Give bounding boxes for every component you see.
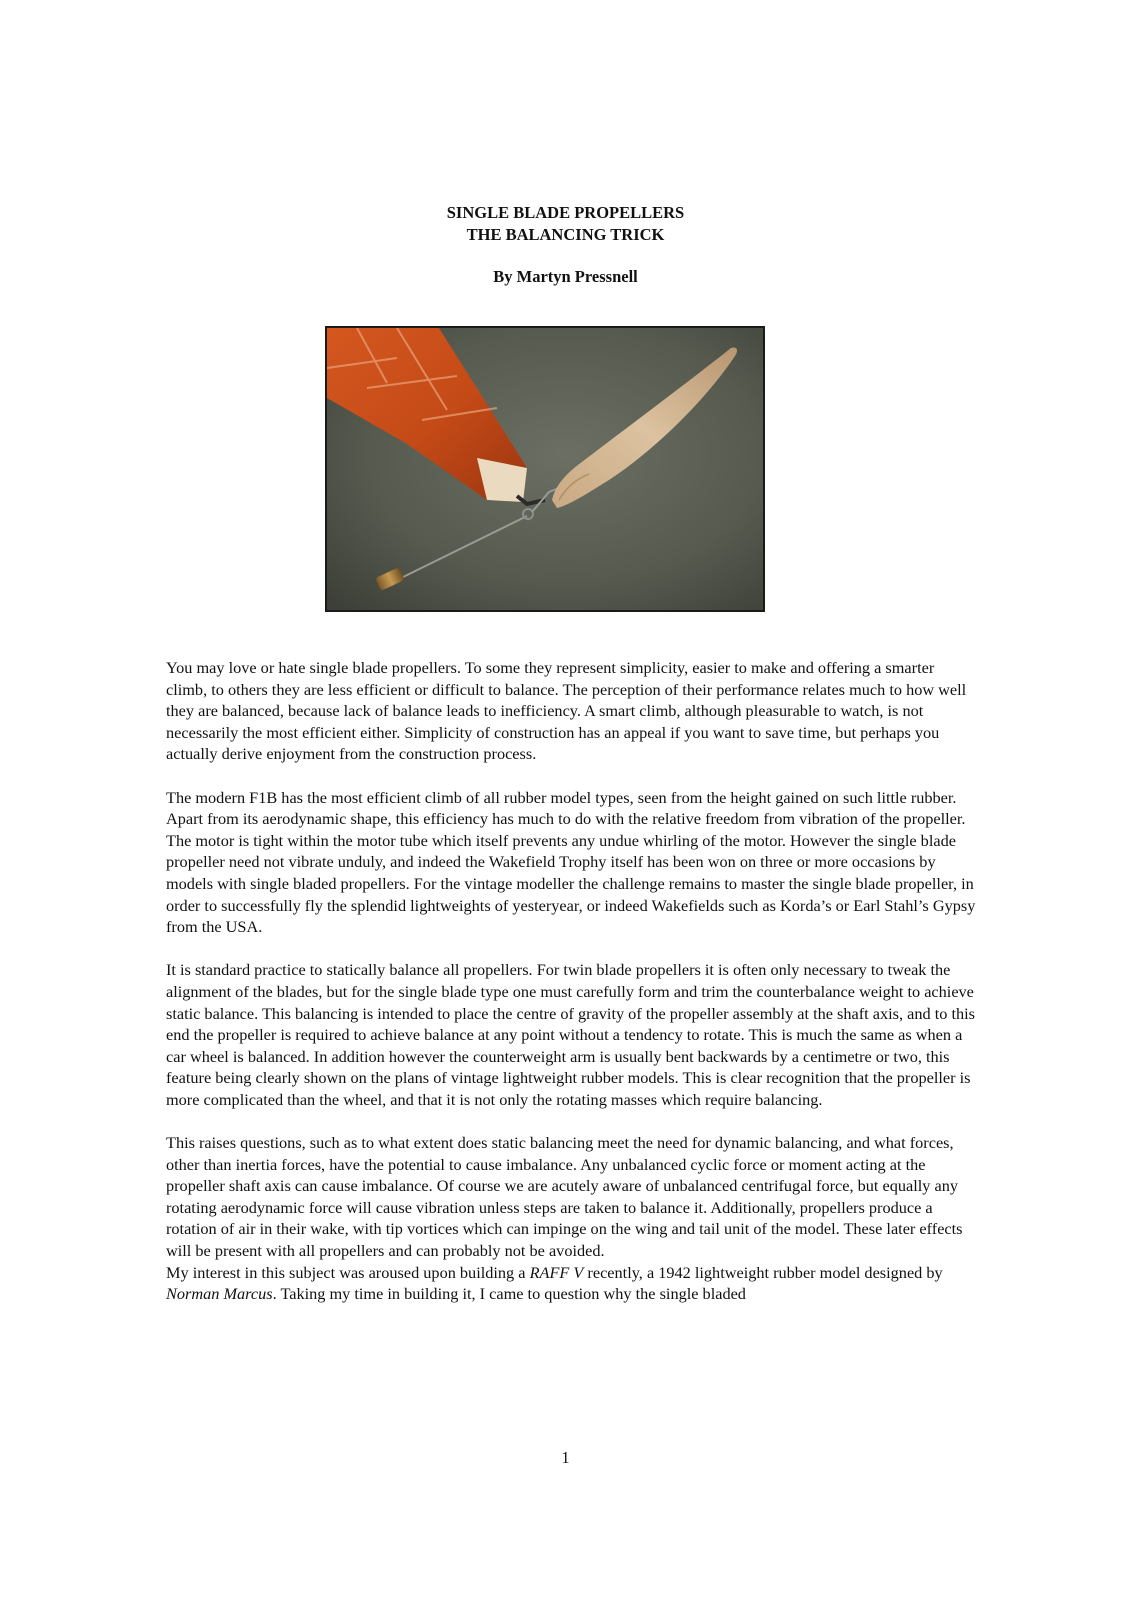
paragraph-5-part-2: recently, a 1942 lightweight rubber model designed by xyxy=(583,1262,943,1282)
title-line-1: SINGLE BLADE PROPELLERS xyxy=(446,203,685,222)
paragraph-5 xyxy=(166,1262,976,1305)
paragraph-3: It is standard practice to statically balance all propellers. For twin blade propellers it is often only necessary to tweak the alignment of the blades, but for the single blade type one must carefully form and trim the counterbalance weight to achieve static balance. This balancing is intended to place the centre of gravity of the propeller assembly at the shaft axis, and to this end the propeller is required to achieve balance at any point without a tendency to rotate. This is much the same as when a car wheel is balanced. In addition however the counterweight arm is usually bent backwards by a centimetre or two, this feature being clearly shown on the plans of vintage lightweight rubber models. This is clear recognition that the propeller is more complicated than the wheel, and that it is not only the rotating masses which require balancing. xyxy=(166,960,975,1109)
page-number: 1 xyxy=(561,1448,570,1467)
byline: By Martyn Pressnell xyxy=(493,267,638,286)
article-body xyxy=(166,657,976,1305)
propeller-photo xyxy=(325,326,765,612)
title-line-2: THE BALANCING TRICK xyxy=(466,225,665,244)
paragraph-5-part-3: . Taking my time in building it, I came to question why the single bladed xyxy=(272,1284,746,1304)
paragraph-5-part-1: My interest in this subject was aroused upon building a xyxy=(166,1262,530,1282)
paragraph-4: This raises questions, such as to what extent does static balancing meet the need for dynamic balancing, and what forces, other than inertia forces, have the potential to cause imbalance. Any unbalanced cyclic force or moment acting at the propeller shaft axis can cause imbalance. Of course we are acutely aware of unbalanced centrifugal force, but equally any rotating aerodynamic force will cause vibration unless steps are taken to balance it. Additionally, propellers produce a rotation of air in their wake, with tip vortices which can impinge on the wing and tail unit of the model. These later effects will be present with all propellers and can probably not be avoided. xyxy=(166,1133,963,1261)
propeller-photo-illustration xyxy=(327,328,763,610)
model-name: RAFF V xyxy=(529,1262,584,1282)
paragraph-1: You may love or hate single blade propellers. To some they represent simplicity, easier to make and offering a smarter climb, to others they are less efficient or difficult to balance. The perception of their performance relates much to how well they are balanced, because lack of balance leads to inefficiency. A smart climb, although pleasurable to watch, is not necessarily the most efficient either. Simplicity of construction has an appeal if you want to save time, but perhaps you actually derive enjoyment from the construction process. xyxy=(166,658,967,764)
designer-name: Norman Marcus xyxy=(166,1284,273,1304)
title-block xyxy=(0,202,1131,246)
paragraph-2: The modern F1B has the most efficient climb of all rubber model types, seen from the height gained on such little rubber. Apart from its aerodynamic shape, this efficiency has much to do with the relative freedom from vibration of the propeller. The motor is tight within the motor tube which itself prevents any undue whirling of the motor. However the single blade propeller need not vibrate unduly, and indeed the Wakefield Trophy itself has been won on three or more occasions by models with single bladed propellers. For the vintage modeller the challenge remains to master the single blade propeller, in order to successfully fly the splendid lightweights of yesteryear, or indeed Wakefields such as Korda’s or Earl Stahl’s Gypsy from the USA. xyxy=(166,787,976,937)
